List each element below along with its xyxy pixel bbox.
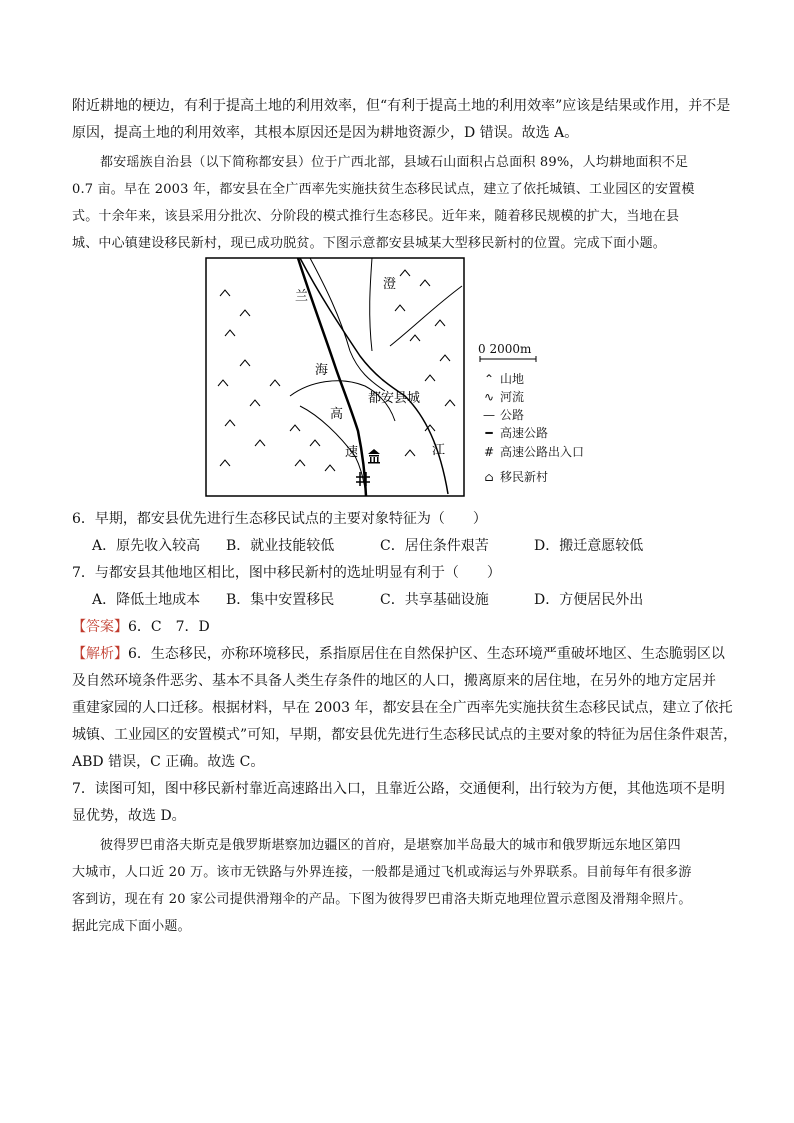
map-label-hai: 海 <box>315 363 329 378</box>
q6-stem: 6．早期，都安县优先进行生态移民试点的主要对象特征为（ ） <box>72 511 487 527</box>
legend-highway: ━ 高速公路 <box>478 424 548 441</box>
map-label-gao: 高 <box>330 407 344 422</box>
passage1-line-4: 城、中心镇建设移民新村，现已成功脱贫。下图示意都安县城某大型移民新村的位置。完成下面小题。 <box>72 236 667 251</box>
analysis-line-7: 显优势，故选 D。 <box>72 808 186 824</box>
river-icon: ∿ <box>483 390 495 404</box>
q6-option-c: C．居住条件艰苦 <box>380 538 489 554</box>
q7-option-a: A．降低土地成本 <box>92 592 201 608</box>
analysis-tag: 【解析】 <box>72 646 128 662</box>
passage2-line-4: 据此完成下面小题。 <box>72 919 191 934</box>
highway-icon: ━ <box>485 426 493 440</box>
passage1-line-2: 0.7 亩。早在 2003 年，都安县在全广西率先实施扶贫生态移民试点，建立了依托城镇、工业园区的安置模 <box>72 182 695 197</box>
map-scale <box>478 342 531 356</box>
passage2-line-3: 客到访，现在有 20 家公司提供滑翔伞的产品。下图为彼得罗巴甫洛夫斯克地理位置示意图及滑翔伞照片。 <box>72 892 692 907</box>
scale-label: 0 2000m <box>478 342 532 356</box>
answer-tag: 【答案】 <box>72 619 128 635</box>
village-icon: ⌂ <box>484 470 494 484</box>
analysis-line-1: 【解析】6．生态移民，亦称环境移民，系指原居住在自然保护区、生态环境严重破坏地区、生态脆弱区以 <box>72 646 725 662</box>
map-label-su: 速 <box>345 445 359 460</box>
q7-option-b: B．集中安置移民 <box>226 592 335 608</box>
q7-option-d: D．方便居民外出 <box>534 592 644 608</box>
legend-village: ⌂ 移民新村 <box>478 468 548 485</box>
map-label-lan: 兰 <box>295 289 309 304</box>
legend-mountain: ⌃ 山地 <box>478 370 524 387</box>
highway-exit-icon: # <box>483 445 495 459</box>
passage1-line-1: 都安瑶族自治县（以下简称都安县）位于广西北部，县域石山面积占总面积 89%，人均耕地面积不足 <box>100 155 689 170</box>
analysis-line-6: 7．读图可知，图中移民新村靠近高速路出入口，且靠近公路，交通便利，出行较为方便，其他选项不是明 <box>72 781 725 797</box>
analysis-line-3: 重建家园的人口迁移。根据材料，早在 2003 年，都安县在全广西率先实施扶贫生态移民试点，建立了依托 <box>72 700 733 716</box>
legend-road: — 公路 <box>478 406 524 423</box>
passage1-line-3: 式。十余年来，该县采用分批次、分阶段的模式推行生态移民。近年来，随着移民规模的扩大，当地在县 <box>72 209 680 224</box>
legend-river: ∿ 河流 <box>478 388 524 405</box>
passage2-line-1: 彼得罗巴甫洛夫斯克是俄罗斯堪察加边疆区的首府，是堪察加半岛最大的城市和俄罗斯远东地区第四 <box>100 838 681 853</box>
road-icon: — <box>483 408 495 422</box>
analysis-line-5: ABD 错误，C 正确。故选 C。 <box>72 754 265 770</box>
scale-bar <box>478 356 538 362</box>
analysis-line-2: 及自然环境条件恶劣、基本不具备人类生存条件的地区的人口，搬离原来的居住地，在另外的地方定居并 <box>72 673 716 689</box>
intro-line-2: 原因，提高土地的利用效率，其根本原因还是因为耕地资源少，D 错误。故选 A。 <box>72 125 579 141</box>
answer-line <box>72 616 210 636</box>
answer-text: 6．C 7．D <box>128 619 210 635</box>
map-label-county: 都安县城 <box>368 391 421 406</box>
map-label-cheng: 澄 <box>383 277 397 292</box>
passage2-line-2: 大城市，人口近 20 万。该市无铁路与外界连接，一般都是通过飞机或海运与外界联系。目前每年有很多游 <box>72 865 692 880</box>
q6-option-d: D．搬迁意愿较低 <box>534 538 644 554</box>
q7-option-c: C．共享基础设施 <box>380 592 489 608</box>
q6-option-a: A．原先收入较高 <box>92 538 201 554</box>
map-frame <box>206 258 464 496</box>
location-map <box>200 256 470 500</box>
q6-option-b: B．就业技能较低 <box>226 538 335 554</box>
mountain-icon: ⌃ <box>483 372 495 386</box>
map-label-jiang: 江 <box>432 443 446 458</box>
intro-line-1: 附近耕地的梗边，有利于提高土地的利用效率，但“有利于提高土地的利用效率”应该是结果或作用，并不是 <box>72 98 731 114</box>
legend-highway-exit: # 高速公路出入口 <box>478 443 584 460</box>
analysis-line-4: 城镇、工业园区的安置模式”可知，早期，都安县优先进行生态移民试点的主要对象的特征为居住条件艰苦， <box>72 727 738 743</box>
q7-stem: 7．与都安县其他地区相比，图中移民新村的选址明显有利于（ ） <box>72 565 501 581</box>
